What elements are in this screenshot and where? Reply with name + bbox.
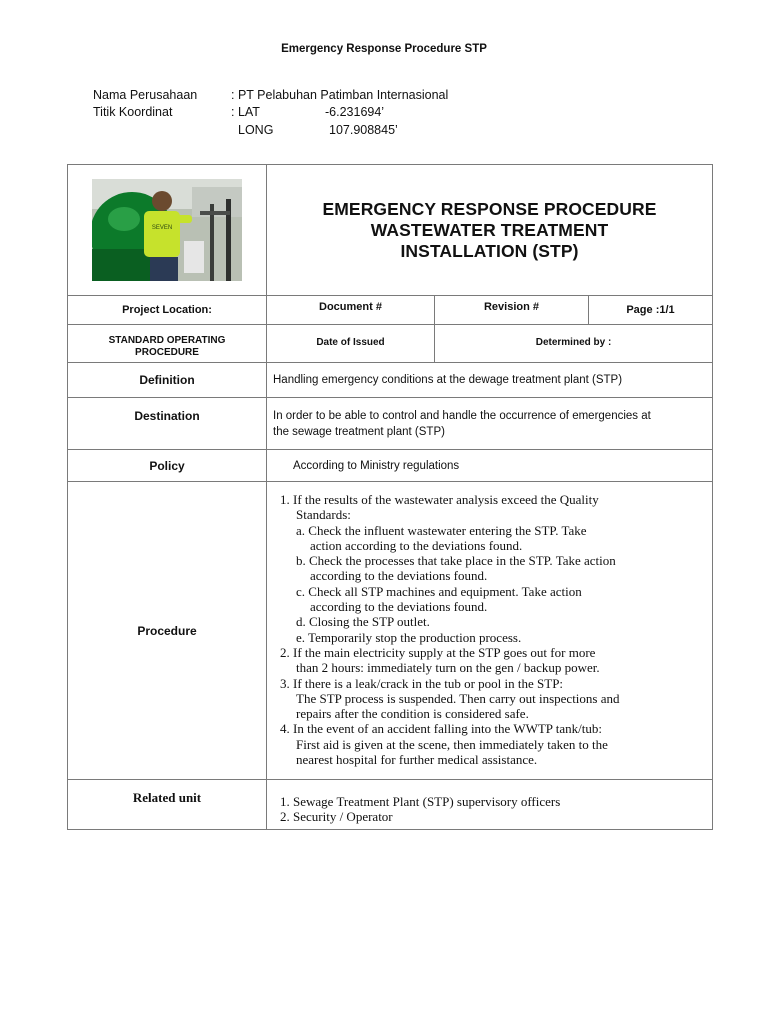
procedure-line: First aid is given at the scene, then immediately taken to the [296,736,608,752]
stp-worker-photo [92,179,242,281]
related-unit-label: Related unit [68,780,267,830]
policy-text: According to Ministry regulations [267,450,713,482]
procedure-list [267,482,713,780]
procedure-line: b. Check the processes that take place in the STP. Take action [296,553,616,569]
photo-cell [68,165,267,296]
definition-label: Definition [68,363,267,398]
procedure-line: Standards: [296,507,351,523]
destination-line2: the sewage treatment plant (STP) [273,425,445,438]
procedure-line: 1. If the results of the wastewater analysis exceed the Quality [280,492,599,507]
destination-label: Destination [68,398,267,450]
procedure-line: 2. If the main electricity supply at the STP goes out for more [280,644,596,660]
revision-number-cell: Revision # [435,296,589,325]
company-name-label: Nama Perusahaan [93,88,198,102]
procedure-line: d. Closing the STP outlet. [296,614,430,630]
destination-line1: In order to be able to control and handle the occurrence of emergencies at [273,409,651,422]
sop-line2: PROCEDURE [135,346,199,358]
date-issued-cell: Date of Issued [267,325,435,363]
procedure-line: c. Check all STP machines and equipment. Take action [296,583,582,599]
procedure-line: a. Check the influent wastewater entering the STP. Take [296,522,587,538]
procedure-label: Procedure [68,482,267,780]
form-title-line1: EMERGENCY RESPONSE PROCEDURE [322,198,657,219]
lat-label: : LAT [231,105,260,119]
procedure-line: 3. If there is a leak/crack in the tub or pool in the STP: [280,675,564,691]
document-title: Emergency Response Procedure STP [281,43,487,55]
related-unit-line: 2. Security / Operator [280,808,393,824]
procedure-line: according to the deviations found. [310,568,488,584]
definition-text: Handling emergency conditions at the dewage treatment plant (STP) [267,363,713,398]
sop-form-table [67,164,713,830]
document-number-cell: Document # [267,296,435,325]
project-location-cell: Project Location: [68,296,267,325]
determined-by-cell: Determined by : [435,325,713,363]
procedure-line: 4. In the event of an accident falling into the WWTP tank/tub: [280,721,603,737]
procedure-line: e. Temporarily stop the production process. [296,629,522,645]
long-value: 107.908845’ [329,123,398,137]
procedure-line: according to the deviations found. [310,599,488,615]
procedure-line: The STP process is suspended. Then carry out inspections and [296,690,620,706]
lat-value: -6.231694’ [325,105,385,119]
page-cell: Page :1/1 [589,296,713,325]
policy-label: Policy [68,450,267,482]
long-label: LONG [238,123,274,137]
coordinate-label: Titik Koordinat [93,105,173,119]
sop-cell [68,325,267,363]
sop-line1: STANDARD OPERATING [108,334,226,346]
procedure-line: nearest hospital for further medical assistance. [296,752,538,768]
procedure-line: than 2 hours: immediately turn on the gen / backup power. [296,660,600,676]
related-unit-list [267,780,713,830]
form-title-line2: WASTEWATER TREATMENT [370,219,609,240]
procedure-line: action according to the deviations found. [310,537,523,553]
shirt-logo-text: SEVEN [151,225,173,231]
destination-text [267,398,713,450]
company-name-value: : PT Pelabuhan Patimban Internasional [231,88,449,102]
form-title-line3: INSTALLATION (STP) [400,240,579,261]
procedure-line: repairs after the condition is considered safe. [296,706,529,722]
form-title [267,165,713,296]
related-unit-line: 1. Sewage Treatment Plant (STP) supervisory officers [280,793,561,809]
